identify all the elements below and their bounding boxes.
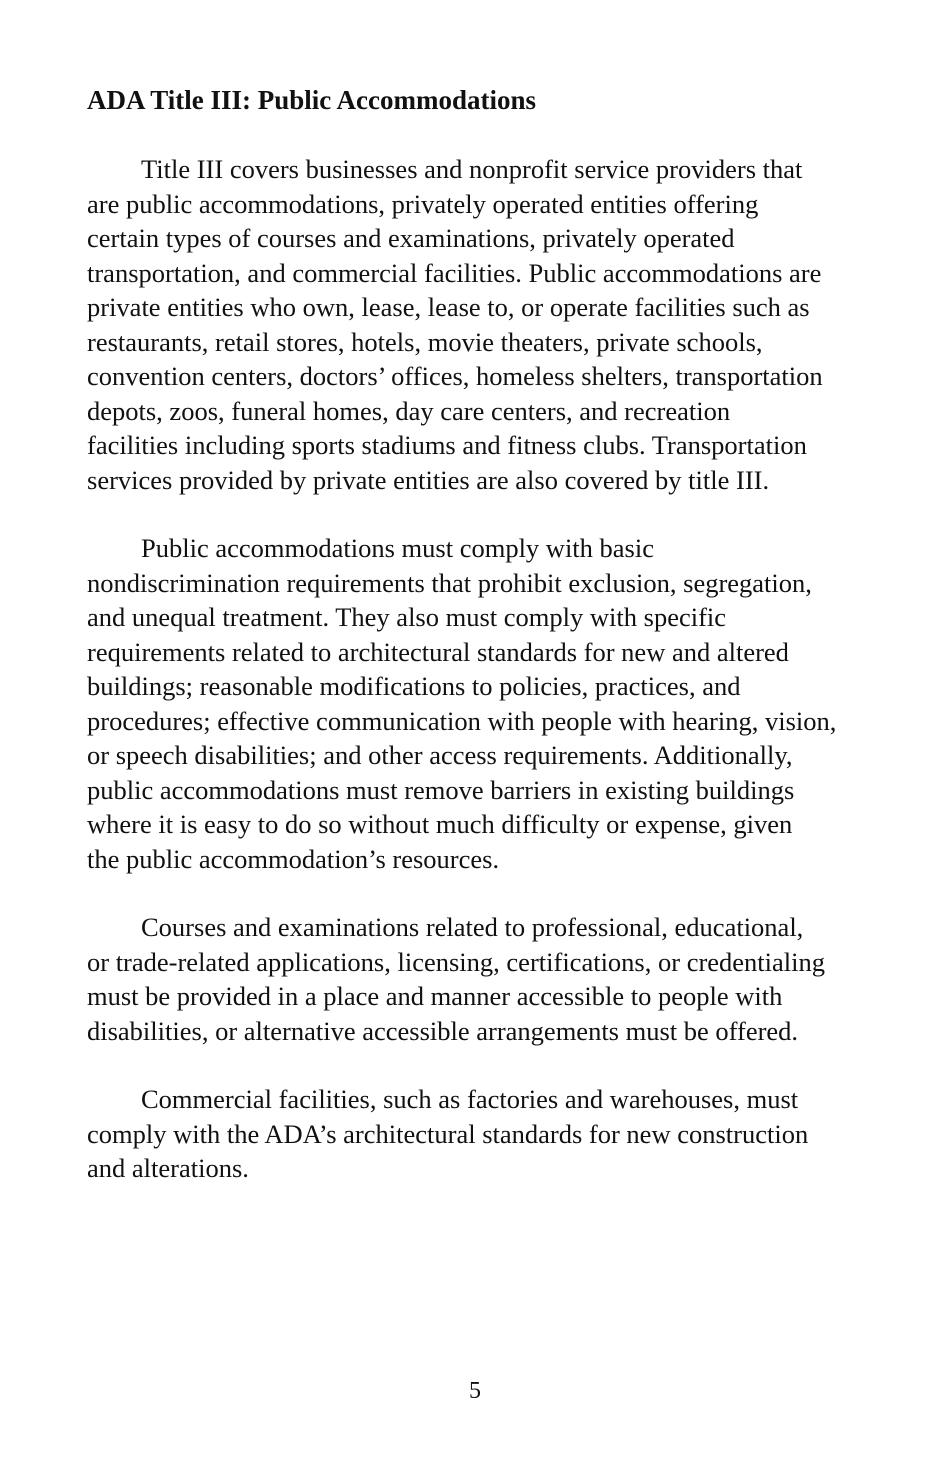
page-number: 5 — [469, 1378, 481, 1404]
paragraph-line: depots, zoos, funeral homes, day care centers, and recreation — [87, 395, 731, 426]
paragraph-line: and unequal treatment. They also must comply with specific — [87, 602, 727, 632]
paragraph-line: facilities including sports stadiums and fitness clubs. Transportation — [87, 430, 807, 460]
paragraph-line: buildings; reasonable modifications to policies, practices, and — [87, 671, 741, 701]
paragraph-line: the public accommodation’s resources. — [87, 843, 500, 874]
paragraph-line: Commercial facilities, such as factories and warehouses, must — [141, 1084, 799, 1114]
paragraph-line: transportation, and commercial facilities. Public accommodations are — [87, 257, 822, 288]
paragraph-line: certain types of courses and examinations, privately operated — [87, 223, 735, 253]
paragraph-commercial-facilities — [87, 1082, 808, 1186]
paragraph-line: comply with the ADA’s architectural standards for new construction — [87, 1118, 809, 1149]
paragraph-line: services provided by private entities are also covered by title III. — [87, 464, 770, 495]
paragraph-line: and alterations. — [87, 1153, 249, 1183]
paragraph-line: public accommodations must remove barriers in existing buildings — [87, 774, 795, 805]
paragraph-line: convention centers, doctors’ offices, homeless shelters, transportation — [87, 361, 823, 391]
paragraph-line: private entities who own, lease, lease to, or operate facilities such as — [87, 292, 810, 322]
paragraph-line: or speech disabilities; and other access requirements. Additionally, — [87, 740, 793, 770]
paragraph-line: requirements related to architectural standards for new and altered — [87, 636, 789, 667]
paragraph-line: disabilities, or alternative accessible arrangements must be offered. — [87, 1015, 799, 1046]
paragraph-line: where it is easy to do so without much difficulty or expense, given — [87, 809, 793, 839]
paragraph-line: are public accommodations, privately operated entities offering — [87, 188, 759, 219]
paragraph-line: restaurants, retail stores, hotels, movie theaters, private schools, — [87, 326, 763, 357]
paragraph-line: procedures; effective communication with people with hearing, vision, — [87, 705, 837, 736]
paragraph-compliance-requirements — [87, 531, 836, 876]
paragraph-line: or trade-related applications, licensing, certifications, or credentialing — [87, 946, 826, 977]
paragraph-line: nondiscrimination requirements that prohibit exclusion, segregation, — [87, 567, 812, 598]
paragraph-line: Title III covers businesses and nonprofit service providers that — [141, 154, 803, 184]
paragraph-title-iii-coverage — [87, 152, 823, 497]
paragraph-line: Public accommodations must comply with basic — [141, 533, 654, 563]
paragraph-courses-examinations — [87, 910, 825, 1048]
paragraph-line: Courses and examinations related to professional, educational, — [141, 912, 804, 942]
paragraph-line: must be provided in a place and manner accessible to people with — [87, 981, 783, 1011]
section-heading: ADA Title III: Public Accommodations — [87, 85, 537, 115]
